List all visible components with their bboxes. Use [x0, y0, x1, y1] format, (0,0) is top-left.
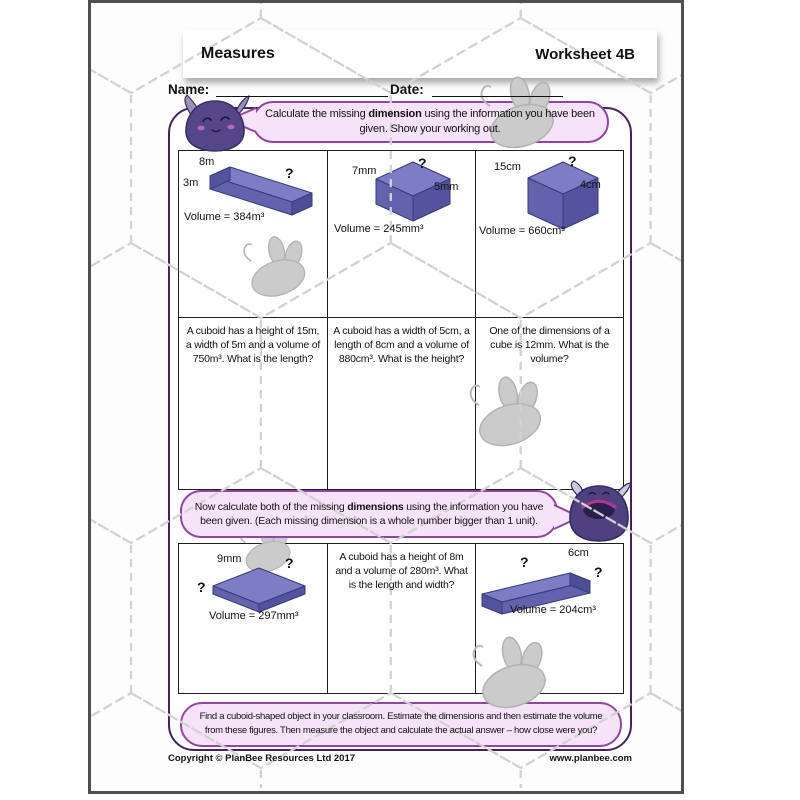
dimension-label: 8m — [199, 156, 215, 168]
word-problem-text: A cuboid has a height of 15m, a width of 5m and a volume of 750m³. What is the length? — [185, 325, 321, 366]
missing-dimension-mark: ? — [568, 153, 577, 169]
word-problem-cell-4 — [327, 544, 475, 693]
missing-dimension-mark: ? — [197, 579, 206, 595]
dimension-label: 6cm — [568, 547, 589, 559]
dimension-label: 5mm — [434, 181, 459, 193]
missing-dimension-mark: ? — [285, 165, 294, 181]
website-text: www.planbee.com — [549, 753, 632, 764]
date-input-line — [432, 96, 563, 97]
cuboid-figure — [368, 159, 458, 227]
instruction-text-1: Calculate the missing dimension using the information you have been given. Show your working out. — [265, 108, 595, 135]
bee-watermark-icon — [236, 234, 324, 300]
word-problem-cell-2 — [327, 317, 475, 489]
name-label: Name: — [168, 82, 210, 97]
figure-cell-3 — [475, 151, 623, 317]
word-problem-text: A cuboid has a width of 5cm, a length of 8cm and a volume of 880cm³. What is the height? — [333, 325, 470, 366]
bee-watermark-icon — [464, 634, 568, 712]
cuboid-figure — [518, 159, 608, 234]
bee-watermark-icon — [462, 374, 562, 450]
word-problem-text: One of the dimensions of a cube is 12mm. What is the volume? — [489, 325, 610, 366]
volume-label: Volume = 204cm³ — [510, 604, 596, 616]
dimension-label: 15cm — [494, 161, 521, 173]
dimension-label: 9mm — [217, 553, 242, 565]
name-input-line — [216, 96, 388, 97]
challenge-text: Find a cuboid-shaped object in your classroom. Estimate the dimensions and then estimate the volume from these figures. Then measure the object and calculate the actual answer – how close were you? — [199, 711, 603, 736]
missing-dimension-mark: ? — [520, 554, 529, 570]
monster-mascot-icon — [565, 480, 633, 544]
word-problem-text: A cuboid has a height of 8m and a volume of 280m³. What is the length and width? — [335, 551, 468, 592]
monster-mascot-icon — [177, 93, 253, 153]
challenge-box — [180, 702, 622, 747]
word-problem-cell-1 — [179, 317, 327, 489]
dimension-label: 4cm — [580, 179, 601, 191]
volume-label: Volume = 660cm³ — [479, 225, 565, 237]
missing-dimension-mark: ? — [285, 555, 294, 571]
cuboid-figure — [209, 566, 309, 614]
date-label: Date: — [390, 82, 424, 97]
figure-cell-4 — [179, 544, 327, 693]
volume-label: Volume = 384m³ — [184, 211, 265, 223]
figure-cell-2 — [327, 151, 475, 317]
missing-dimension-mark: ? — [418, 155, 427, 171]
instruction-text-2: Now calculate both of the missing dimensions using the information you have been given. (Each missing dimension is a whole number bigger than 1 unit). — [194, 500, 544, 527]
copyright-text: Copyright © PlanBee Resources Ltd 2017 — [168, 753, 356, 764]
header-bar — [183, 30, 657, 78]
worksheet-title: Worksheet 4B — [535, 45, 635, 63]
topic-title: Measures — [201, 45, 275, 62]
dimension-label: 7mm — [352, 165, 377, 177]
volume-label: Volume = 245mm³ — [334, 223, 424, 235]
volume-label: Volume = 297mm³ — [209, 610, 299, 622]
dimension-label: 3m — [183, 177, 199, 189]
missing-dimension-mark: ? — [594, 564, 603, 580]
